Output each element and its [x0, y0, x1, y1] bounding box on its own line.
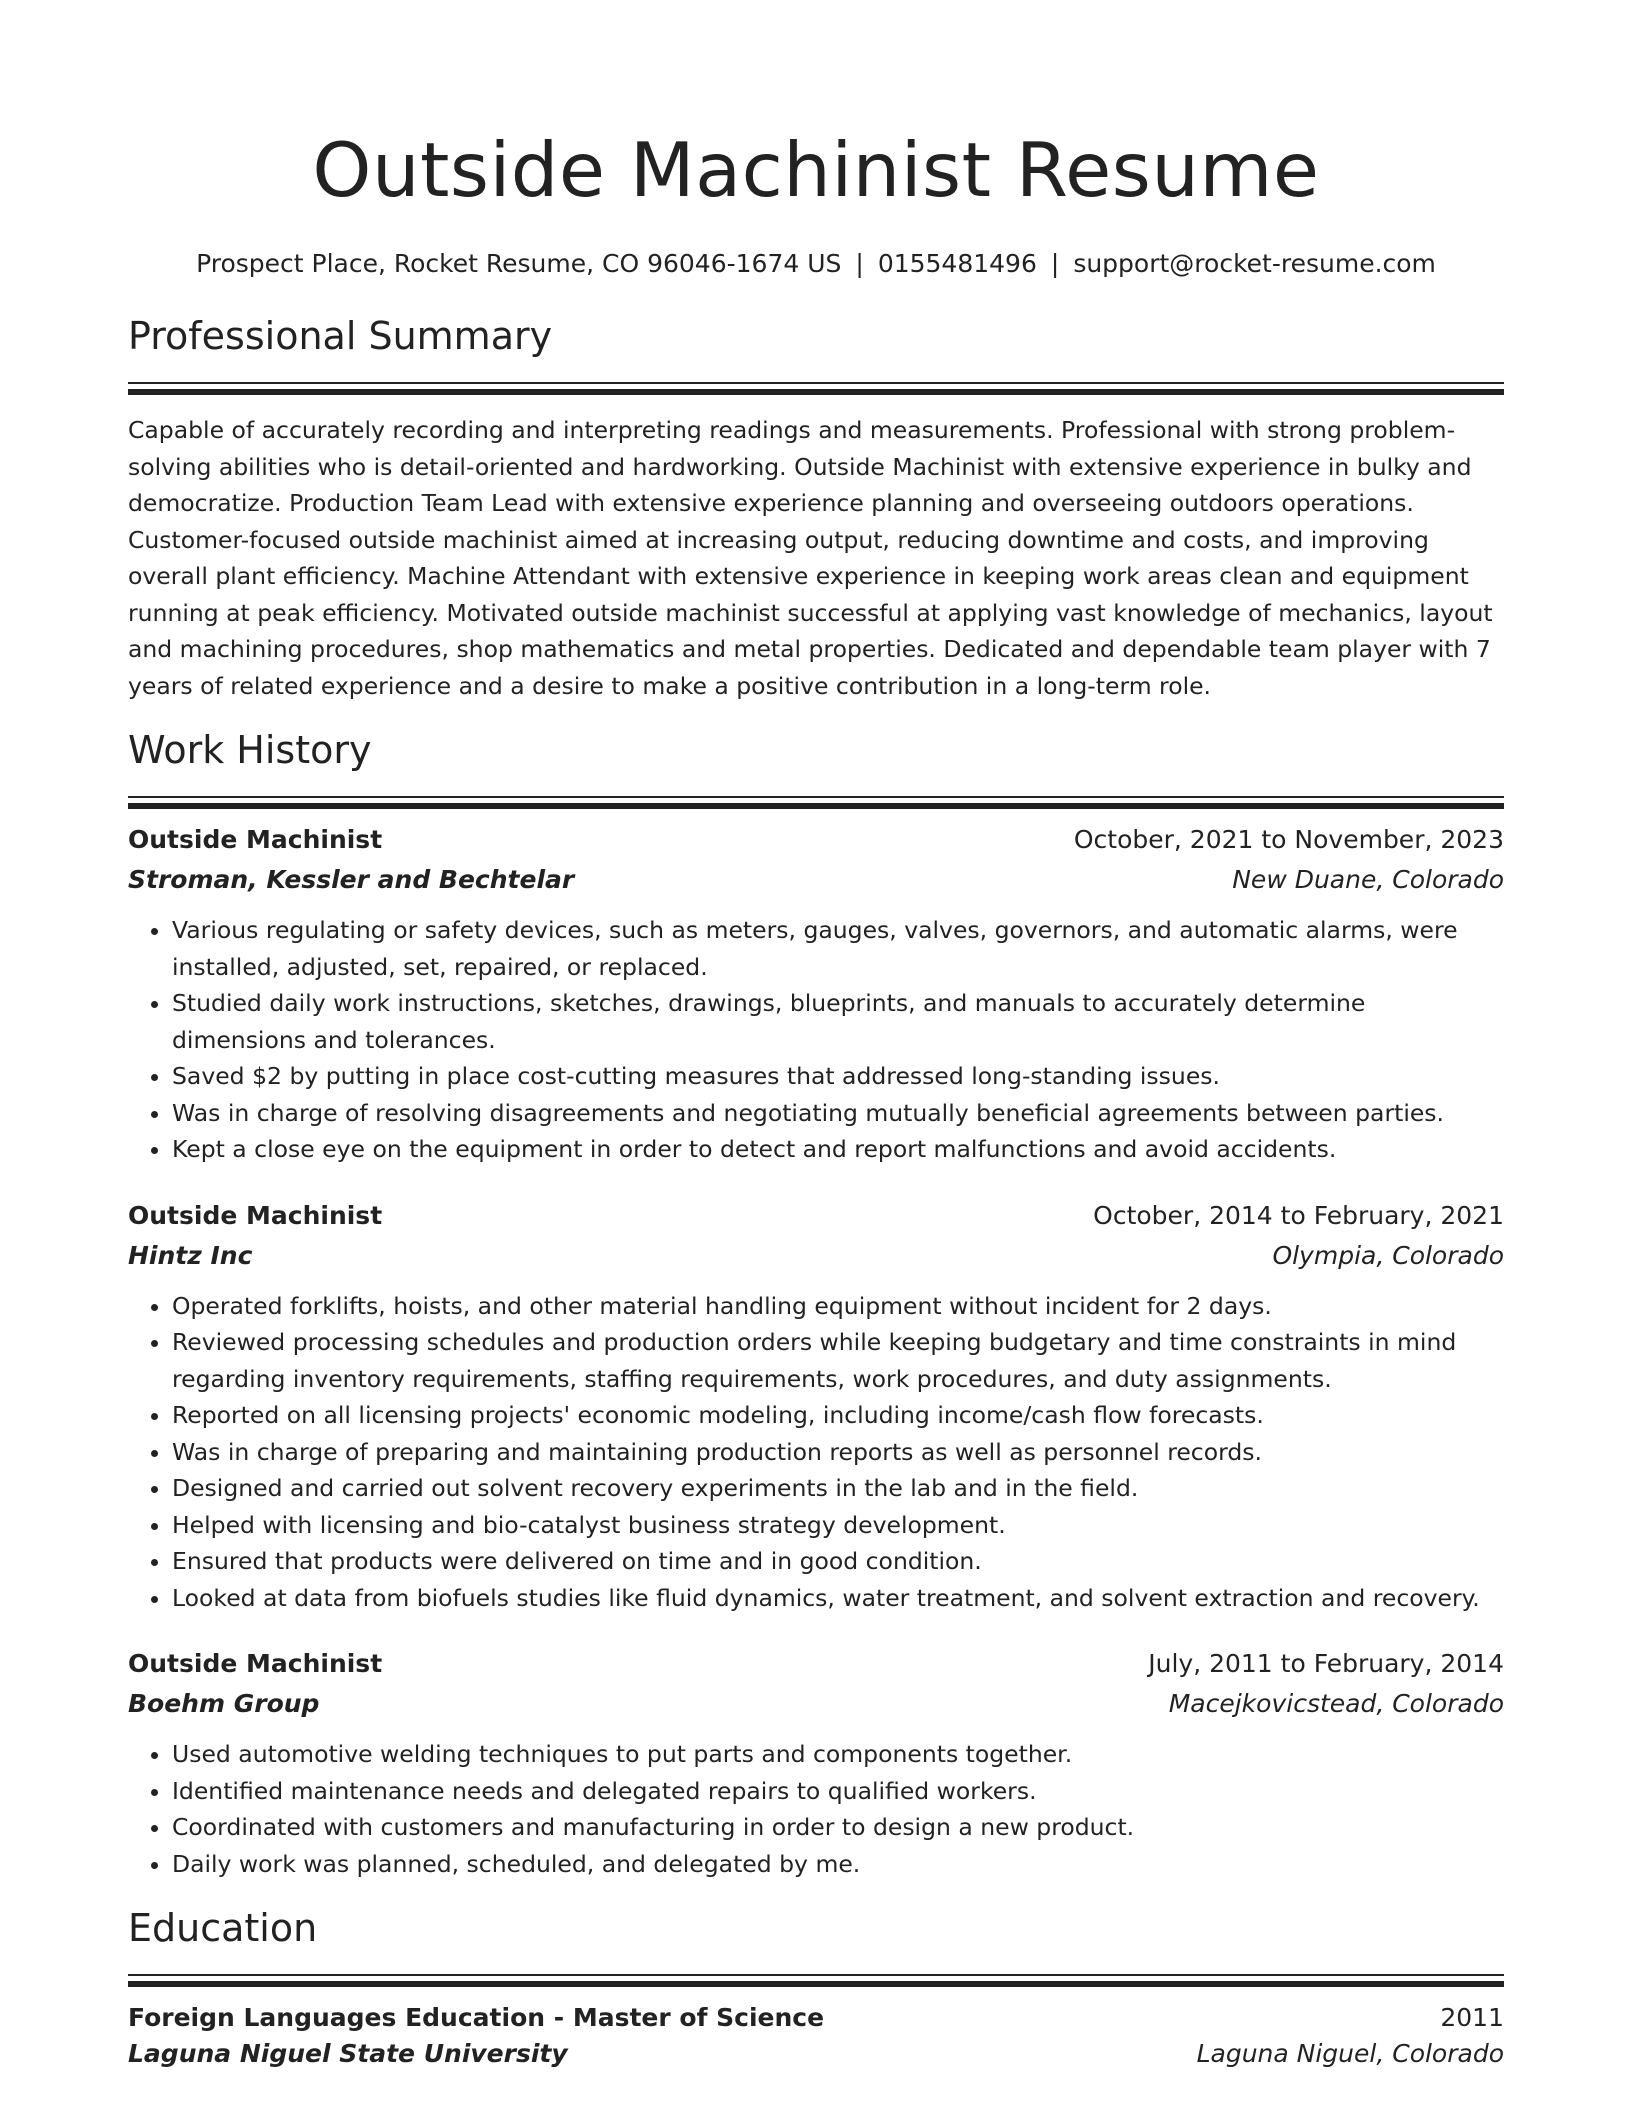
work-section — [128, 726, 1504, 1882]
summary-text: Capable of accurately recording and interpreting readings and measurements. Professional with strong problem-solving abilities who is detail-oriented and hardworking. Outside Machinist with extensive experience in bulky and democratize. Production Team Lead with extensive experience planning and overseeing outdoors operations. Customer-focused outside machinist aimed at increasing output, reducing downtime and costs, and improving overall plant efficiency. Machine Attendant with extensive experience in keeping work areas clean and equipment running at peak efficiency. Motivated outside machinist successful at applying vast knowledge of mechanics, layout and machining procedures, shop mathematics and metal properties. Dedicated and dependable team player with 7 years of related experience and a desire to make a positive contribution in a long-term role. — [128, 416, 1493, 700]
contact-separator: | — [855, 249, 864, 278]
resume-title: Outside Machinist Resume — [312, 126, 1320, 214]
job-title: Outside Machinist — [128, 825, 383, 854]
list-item: • Helped with licensing and bio-catalyst business strategy development. — [172, 1507, 1504, 1544]
job-dates: October, 2021 to November, 2023 — [1073, 825, 1504, 854]
list-item: • Operated forklifts, hoists, and other material handling equipment without incident for 2 days. — [172, 1288, 1504, 1325]
list-item: • Kept a close eye on the equipment in order to detect and report malfunctions and avoid accidents. — [172, 1131, 1504, 1168]
list-item: • Reviewed processing schedules and production orders while keeping budgetary and time constraints in mind regarding inventory requirements, staffing requirements, work procedures, and duty assignments. — [172, 1324, 1504, 1397]
job-company: Boehm Group — [128, 1689, 320, 1718]
section-divider — [128, 1974, 1504, 1976]
list-item: • Looked at data from biofuels studies like fluid dynamics, water treatment, and solvent extraction and recovery. — [172, 1580, 1504, 1617]
education-section — [128, 1904, 1504, 2072]
list-item: • Identified maintenance needs and delegated repairs to qualified workers. — [172, 1773, 1504, 1810]
contact-separator: | — [1050, 249, 1060, 278]
job-entry — [128, 1198, 1504, 1617]
job-title: Outside Machinist — [128, 1200, 383, 1230]
list-item: • Designed and carried out solvent recovery experiments in the lab and in the field. — [172, 1470, 1504, 1507]
section-divider — [128, 796, 1504, 798]
list-item: • Various regulating or safety devices, such as meters, gauges, valves, governors, and automatic alarms, were installed, adjusted, set, repaired, or replaced. — [172, 912, 1504, 985]
education-location: Laguna Niguel, Colorado — [1196, 2039, 1504, 2068]
education-school: Laguna Niguel State University — [128, 2039, 568, 2068]
job-location: Macejkovicstead, Colorado — [1168, 1689, 1504, 1718]
contact-phone: 0155481496 — [877, 249, 1037, 278]
list-item: • Used automotive welding techniques to put parts and components together. — [172, 1736, 1504, 1773]
job-company: Hintz Inc — [128, 1240, 253, 1270]
section-title-education: Education — [128, 1906, 318, 1950]
contact-address: Prospect Place, Rocket Resume, CO 96046-1674 US — [196, 249, 842, 278]
list-item: • Was in charge of resolving disagreements and negotiating mutually beneficial agreements between parties. — [172, 1095, 1504, 1132]
section-title-summary: Professional Summary — [128, 314, 553, 358]
job-bullets — [128, 912, 1504, 1168]
list-item: • Daily work was planned, scheduled, and delegated by me. — [172, 1846, 1504, 1883]
education-year: 2011 — [1440, 2003, 1504, 2032]
job-title: Outside Machinist — [128, 1649, 383, 1678]
contact-line — [128, 248, 1504, 280]
education-degree: Foreign Languages Education - Master of Science — [128, 2003, 825, 2032]
list-item: • Coordinated with customers and manufacturing in order to design a new product. — [172, 1809, 1504, 1846]
job-company: Stroman, Kessler and Bechtelar — [128, 865, 575, 894]
section-title-work: Work History — [128, 728, 372, 772]
job-location: Olympia, Colorado — [1272, 1240, 1504, 1270]
job-bullets — [128, 1736, 1504, 1882]
contact-email: support@rocket-resume.com — [1073, 249, 1436, 278]
list-item: • Was in charge of preparing and maintaining production reports as well as personnel records. — [172, 1434, 1504, 1471]
list-item: • Saved $2 by putting in place cost-cutting measures that addressed long-standing issues. — [172, 1058, 1504, 1095]
job-location: New Duane, Colorado — [1232, 865, 1504, 894]
job-dates: October, 2014 to February, 2021 — [1093, 1200, 1504, 1230]
section-divider — [128, 382, 1504, 384]
list-item: • Reported on all licensing projects' economic modeling, including income/cash flow forecasts. — [172, 1397, 1504, 1434]
summary-section — [128, 312, 1504, 704]
list-item: • Ensured that products were delivered on time and in good condition. — [172, 1543, 1504, 1580]
job-bullets — [128, 1288, 1504, 1617]
job-entry — [128, 1646, 1504, 1882]
resume-page — [128, 0, 1504, 2072]
job-entry — [128, 822, 1504, 1168]
job-dates: July, 2011 to February, 2014 — [1148, 1649, 1504, 1678]
education-entry — [128, 2000, 1504, 2072]
list-item: • Studied daily work instructions, sketches, drawings, blueprints, and manuals to accurately determine dimensions and tolerances. — [172, 985, 1504, 1058]
